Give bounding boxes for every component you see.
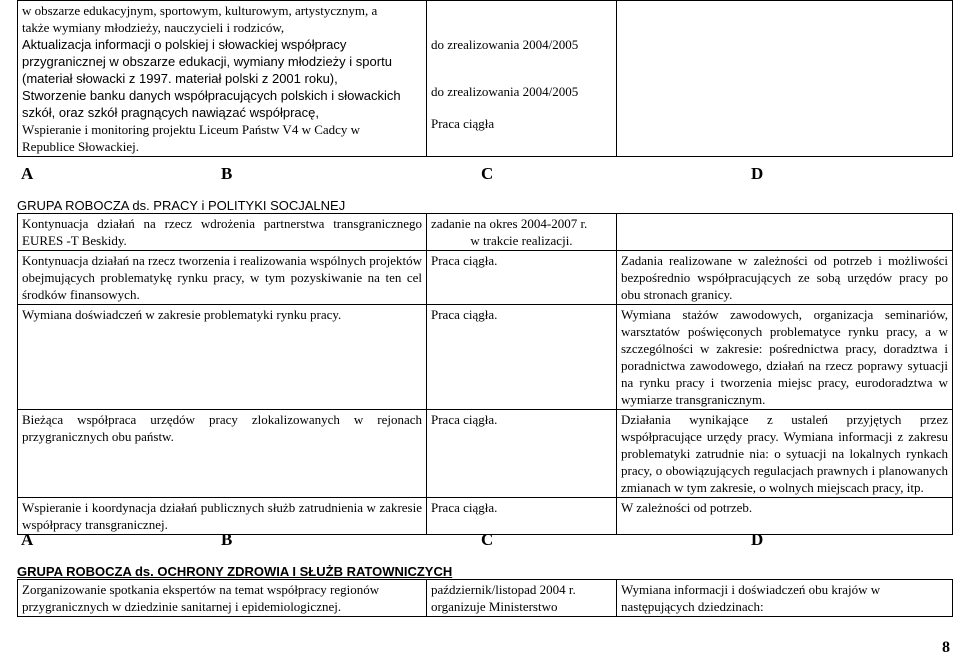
col-a-cell: Wymiana doświadczeń w zakresie problematyki rynku pracy. [18,305,427,410]
group-title: GRUPA ROBOCZA ds. OCHRONY ZDROWIA I SŁUŻB RATOWNICZYCH [17,564,453,579]
col-b-cell [427,214,617,251]
text-line: Republice Słowackiej. [22,139,139,154]
col-c-cell: Wymiana stażów zawodowych, organizacja seminariów, warsztatów poświęconych problematyce rynku pracy, a w szczególności w zakresie: pośrednictwa pracy, doradztwa i poradnictwa zawodowego, działań na rzecz poprawy sytuacji na rynku pracy i tworzenia miejsc pracy, eurodoradztwa w wymiarze transgranicznym. [617,305,953,410]
text-line: (materiał słowacki z 1997. materiał polski z 2001 roku), [22,71,338,86]
col-b-cell: Praca ciągła. [427,498,617,535]
col-a-cell: Kontynuacja działań na rzecz wdrożenia partnerstwa transgranicznego EURES -T Beskidy. [18,214,427,251]
col-a-cell [18,1,427,157]
table-row [18,251,953,305]
table-row [18,214,953,251]
col-a-cell: Zorganizowanie spotkania ekspertów na temat współpracy regionów przygranicznych w dziedzinie sanitarnej i epidemiologicznej. [18,580,427,617]
col-c-cell: Działania wynikające z ustaleń przyjętych przez współpracujące urzędy pracy. Wymiana informacji z zakresu problematyki zatrudnie nia: o sytuacji na lokalnych rynkach pracy, o obowiązujących regulacjach prawnych i planowanych zmianach w tym zakresie, o wolnych miejscach pracy, itp. [617,410,953,498]
col-a-cell: Bieżąca współpraca urzędów pracy zlokalizowanych w rejonach przygranicznych obu państw. [18,410,427,498]
column-header-b: B [221,530,233,549]
col-a-cell: Wspieranie i koordynacja działań publicznych służb zatrudnienia w zakresie współpracy transgranicznej. [18,498,427,535]
text-line: Aktualizacja informacji o polskiej i słowackiej współpracy [22,37,347,52]
deadline-text: w trakcie realizacji. [470,233,573,248]
column-header-b: B [221,164,233,183]
text-line: w obszarze edukacyjnym, sportowym, kulturowym, artystycznym, a [22,3,378,18]
top-table [17,0,953,157]
col-c-cell: Zadania realizowane w zależności od potrzeb i możliwości bezpośrednio współpracujących ze sobą urzędów pracy po obu stronach granicy. [617,251,953,305]
group2-table [17,213,953,535]
column-header-c: C [481,164,494,183]
column-header-d: D [751,164,764,183]
deadline-text: do zrealizowania 2004/2005 [431,84,579,99]
page-number: 8 [942,639,950,656]
text-line: szkół, oraz szkół pragnących nawiązać współpracę, [22,105,319,120]
table-row [18,410,953,498]
text-line: także wymiany młodzieży, nauczycieli i rodziców, [22,20,285,35]
text-line: Stworzenie banku danych współpracujących polskich i słowackich [22,88,401,103]
deadline-text: zadanie na okres 2004-2007 r. [431,216,588,231]
group3-table [17,579,953,617]
col-c-cell: W zależności od potrzeb. [617,498,953,535]
deadline-text: do zrealizowania 2004/2005 [431,37,579,52]
column-headers [17,163,952,185]
col-b-cell: Praca ciągła. [427,251,617,305]
column-headers [17,529,952,551]
deadline-text: październik/listopad 2004 r. [431,582,576,597]
column-header-a: A [21,164,34,183]
table-row [18,1,953,157]
table-row [18,305,953,410]
col-b-cell [427,1,617,157]
col-c-cell [617,1,953,157]
column-header-c: C [481,530,494,549]
col-c-cell [617,214,953,251]
text-line: Wspieranie i monitoring projektu Liceum Państw V4 w Cadcy w [22,122,361,137]
col-a-cell: Kontynuacja działań na rzecz tworzenia i realizowania wspólnych projektów obejmujących problematykę rynku pracy, w tym pozyskiwanie na ten cel środków finansowych. [18,251,427,305]
col-b-cell: Praca ciągła. [427,305,617,410]
col-c-cell: Wymiana informacji i doświadczeń obu krajów w następujących dziedzinach: [617,580,953,617]
column-header-a: A [21,530,34,549]
col-b-cell [427,580,617,617]
col-b-cell: Praca ciągła. [427,410,617,498]
text-line: przygranicznej w obszarze edukacji, wymiany młodzieży i sportu [22,54,392,69]
deadline-text: organizuje Ministerstwo [431,599,558,614]
group-title: GRUPA ROBOCZA ds. PRACY i POLITYKI SOCJALNEJ [17,198,346,213]
column-header-d: D [751,530,764,549]
deadline-text: Praca ciągła [431,116,495,131]
table-row [18,580,953,617]
